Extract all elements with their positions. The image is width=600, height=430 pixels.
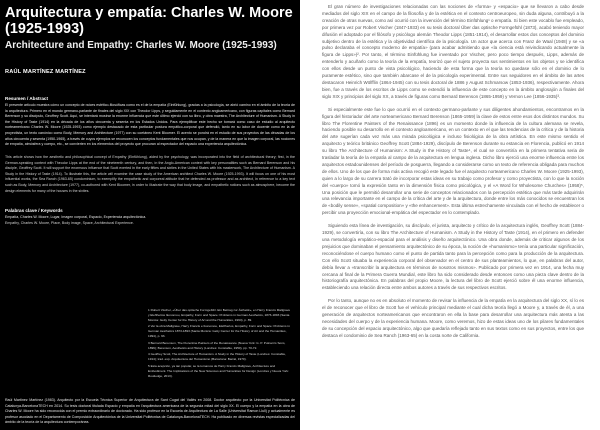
- article-title-english: Architecture and Empathy: Charles W. Moore (1925-1993): [5, 40, 277, 51]
- abstract-english: This article shows how the aesthetic and philosophical concept of Empathy (Einfühlung), aided by the psychology, was incorporated into the field of architectural theory; first, in the German-speaking context with Theodor Lipps at the end of the nineteenth century, and then, in the Anglo-American context with key personalities such as Bernard Berenson and his disciple, Geoffrey Scott. It will support the enormous influence that Scott exerted in the early fifties and sixties in the United States with his masterwork, The Architecture of Humanism. A Study in the History of Taste (1914). To illustrate this, the article will examine the case study of the American architect Charles W. Moore (1925-1993). It will focus on one of his most influential works, the Sea Ranch (1963-65) condominium, to exemplify the empathetic and corporeal attitude that he defended as professor and as architect, in reference to a key text such as Body, Memory and Architecture (1977), co-authored with Kent Bloomer, in order to illustrate the way that body image, and empathetic notions such as atmosphere, become the design elements for many of the houses in the sixties.: [5, 155, 295, 193]
- article-body-panel: [300, 0, 600, 430]
- keywords-heading: Palabras clave / Keywords: [5, 208, 63, 213]
- article-title: Arquitectura y empatía: Charles W. Moore (1925-1993): [5, 5, 293, 37]
- body-paragraph: Si especialmente este fue lo que ocurrió en el contexto germano-parlante y sus diligentes ahondamientos, encontramos en la figura del historiador del arte norteamericano Bernard Berenson (1865-1959) la clave de estos entre esos dos distintos mundos. Su libro The Florentine Painters of the Renaissance (1896) es un momento donde la influencia de la cultura alemana se revela, haciendo posible su desarrollo en el contexto angloamericano, en un contexto en el que las tendencias de la crítica y de la historia del arte sugerían cada vez más una mirada psicológica e incluso fisiológica de la obra artística. En este mismo sentido el arquitecto y teórico británico Geoffrey Scott (1884-1929), discípulo de Berenson durante su estancia en Florencia, publicó en 1914 su libro The Architecture of Humanism: A Study in the History of Taste⁴, el cual se convertiría en la primera tentativa seria de trasladar la teoría de la empatía al campo de la arquitectura en lengua inglesa. Dicho libro ejerció una enorme influencia entre los arquitectos estadounidenses del período de posguerra, llegando a considerarse como un texto de referencia obligada para muchos de ellos. Uno de los que de forma más activa recogió este legado fue el arquitecto norteamericano Charles W. Moore (1925-1993), quien a lo largo de su carrera trató de incorporar estas ideas en su trabajo como profesor y como proyectista, con lo que la noción del «cuerpo» tomó la expresión tanto en la dimensión física como psicológica, y el «A Word for Wholesome Churches» (1958)⁵, Una posición que le permitió desarrollar una serie de conceptos relacionados con la percepción estética que más tarde adquirirán una relevancia importante en el campo de la crítica del arte y de la arquitectura, donde entre los más conocidos se encuentran los de «bodily sense», «spatial composition» y «the enhancement». Esta última estrechamente vinculada con el hecho de establecer o percibir una proyección emocional-empática del espectador en lo contemplado.: [322, 106, 584, 216]
- footnote: 1 Robert Vischer, «Über das optische Formgefühl. Ein Beitrag zur Ästhetik», en Harry Francis Mallgrave y Eleftherios Ikonomou, Empathy, Form and Space: Problems in German Aesthetics, 1873-1893 (Santa Monica: Getty Center for the History of Art and the Humanities, 1994), p. 89.: [148, 308, 291, 322]
- abstract-spanish: El presente artículo muestra cómo un concepto de raíces estético-filosóficas como es el de la empatía (Einfühlung), gracias a la psicología, se abrió camino en el ámbito de la teoría de la arquitectura. Primero en el mundo germano-parlante de finales del siglo XIX con Theodor Lipps, y seguidamente en el contexto angloamericano, con figuras capitales como Bernard Berenson y su discípulo, Geoffrey Scott. Aquí, se intentará mostrar la enorme influencia que este último ejerció con su libro, y obra maestra, The Architecture of Humanism. A Study in the History of Taste (1914) en la década de los años cincuenta y sesenta en los Estados Unidos. Para ejemplificar este hecho se tomará como caso de estudio al arquitecto norteamericano Charles W. Moore (1925-1993) como ejemplo destacado de esta particular postura empático-corporal que defendió, tanto en su labor de docente como en la de proyectista, un texto canónico como Body, Memory and Architecture (1977) con su coetáneo Kent Bloomer. El acento se pondrá en el estudio de sus proyectos de las décadas de los años cincuenta y sesenta (1950-1965), a través de cuyos ejemplos se reconocen los conceptos fundamentales que nos ocupan, y de la manera en que la imagen corporal, las nociones de empatía, atmósfera y cuerpo, etc., se convierten en los elementos del proyecto que procuran al espectador del espacio una experiencia arquitectónica.: [5, 103, 295, 147]
- keywords-english: Empathy, Charles W. Moore, Place, Body image, Space, Architectural Experience.: [5, 221, 134, 225]
- body-paragraph: Por lo tanto, aunque no es en absoluto el momento de revisar la influencia de la empatía en la arquitectura del siglo XX, sí lo es el de reconocer que el libro de Scott fue el vehículo principal mediante el cual dicha teoría llegó a Moore y, a través de él, a una generación de arquitectos norteamericanos que encontraron en ella la base para desarrollar una arquitectura más atenta a las necesidades del cuerpo y de la experiencia humana. Moore, como veremos, hizo de estas ideas uno de los pilares fundamentales de su concepción del espacio arquitectónico, algo que quedaría reflejado tanto en sus textos como en sus proyectos, entre los que destaca el condominio de Sea Ranch (1963-65) en la costa norte de California.: [322, 298, 584, 338]
- footnote: 5 Esta acepción, ya tan popular, se la tomamos de Harry Francis Mallgrave, Architecture and Embodiment. The Implications of the New Sciences and Humanities for Design (Londres y Nueva York: Routledge, 2013).: [148, 363, 289, 378]
- footnote: 4 Geoffrey Scott, The Architecture of Humanism. A Study in the History of Taste (Londres: Constable, 1914); trad. esp. Arquitectura del Humanismo (Barcelona: Barral, 1970).: [148, 352, 286, 362]
- author-name: RAÚL MARTÍNEZ MARTÍNEZ: [5, 69, 86, 75]
- keywords-spanish: Empatía, Charles W. Moore, Lugar, Imagen corporal, Espacio, Experiencia arquitectónica.: [5, 215, 147, 219]
- abstract-heading: Resumen / Abstract: [5, 96, 48, 101]
- footnotes-list: [148, 308, 292, 380]
- author-biography: Raúl Martínez Martínez (1983). Arquitecto por la Escuela Técnica Superior de Arquitectura de Sant Cugat del Vallès en 2008. Doctor arquitecto por la Universitat Politècnica de Catalunya-BarcelonaTECH en 2014. Su tesis doctoral titulada Espacio y empatía en l'arquitectura americana de la segunda mitad del siglo XX. El cuerpo y la empatía en la obra de Charles W. Moore ha sido reconocida con el premio extraordinario de doctorado. Ha sido profesor en la Escuela de Arquitectura de La Salle (Universitat Ramon Llull) y actualmente es profesor asociado en el Departamento de Composición Arquitectónica de la Universitat Politècnica de Catalunya-BarcelonaTECH. Ha publicado en diversas revistas especializadas del ámbito de la teoría de la arquitectura contemporánea.: [5, 398, 295, 425]
- footnote: 3 Bernard Berenson, The Florentine Painters of the Renaissance (Nueva York: G. P. Putnam's Sons, 1896); Berenson, Aesthetics and History (Londres: Constable, 1950), pp. 70-72.: [148, 340, 286, 350]
- body-text-column: [322, 4, 584, 346]
- body-paragraph: El gran número de investigaciones relacionadas con las nociones de «forma» y «espacio» que se llevaron a cabo desde mediados del siglo XIX en el campo de la filosofía y de la estética en el contexto centroeuropeo, sin duda alguna, contribuyó a la creación de otras nuevas, como así ocurrió con la invención del término Einfühlung¹ o empatía. Si bien este vocablo fue empleado, por primera vez por Robert Vischer (1847-1933) en su tesis doctoral Über das optische Formgefühl (1873), acabó teniendo mayor difusión el adoptado por el filósofo y psicólogo alemán Theodor Lipps (1851-1914), el desarrollar estos dos conceptos del dominio subjetivo dentro de la estética y la objetividad científica de la psicología. Un actor que acerca con Franz de Waal (1948) y se «a pulso declaraba el concepto moderno de empatía» (para acabar admitiendo que «la ciencia está reivindicando actualmente la figura de Lipps»)². Por tanto, el término Einfühlung fue inventado por Vischer, pero poco tiempo después, Lipps, además de entenderlo y acuñarlo como la teoría de la empatía, teorizó que el sujeto proyecta sus sentimientos en los objetos y se identifica con ellos desde un punto de vista psicológico, haciendo de esta forma que la teoría no quedase sólo en el dominio de lo puramente estético, sino que también abarcase el de la psicología experimental. Entre sus seguidores en el ámbito de las artes destacaron Heinrich Wölfflin (1864-1945) con su tesis doctoral de 1886 y August Schmarsow (1853-1936), respectivamente. Ahora bien, fue a través de los escritos de Lipps como se extendió la influencia de este concepto en la ámbito anglosajón a finales del siglo XIX y principios del siglo XX, a través de figuras como Bernard Berenson (1865-1959) y Vernon Lee (1856-1935)³.: [322, 4, 584, 99]
- footnote: 2 Ver la obra Mallgrave, Harry Francis e Ikonomou, Eleftherios, Empathy, Form and Space: Problems in German Aesthetics 1873-1893 (Santa Monica: Getty Center for the History of Art and the Humanities, 1994), p. 93.: [148, 324, 290, 338]
- body-paragraph: Siguiendo esta línea de investigación, su discípulo, el jurista, arquitecto y crítico de la arquitectura inglés, Geoffrey Scott (1884-1929), se convertiría, con su libro The Architecture of Humanism. A Study in the History of Taste (1914), en el primero en defender una metodología empático-espacial para el análisis y diseño arquitectónico. Una obra donde, además de criticar algunos de los prejuicios que dominaban el pensamiento arquitectónico de su época, la noción de «humanismo» tenía una particular significación, reconociéndose el cuerpo humano como el punto de partida tanto para la percepción como para la producción de la arquitectura. Con ello Scott situaba la experiencia corporal del observador en el centro de sus planteamientos, lo que, en palabras del autor, debía llevar a «transcribir la arquitectura en términos de nosotros mismos». Publicado por primera vez en 1914, una fecha muy cercana al final de la Primera Guerra Mundial, este libro ha sido considerado desde entonces como una pieza clave dentro de la historiografía arquitectónica. En palabras del propio Moore, la lectura del libro de Scott ejerció sobre él una enorme influencia, estableciendo una relación directa entre ambos autores a través de sus respectivos escritos.: [322, 223, 584, 291]
